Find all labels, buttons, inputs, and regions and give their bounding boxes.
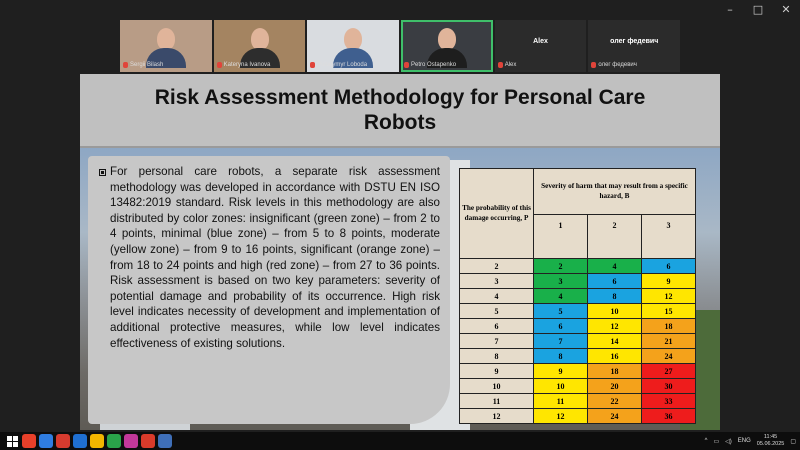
mic-muted-icon bbox=[217, 62, 222, 68]
risk-score-cell: 11 bbox=[534, 394, 588, 409]
table-row bbox=[460, 364, 696, 379]
taskbar-apps bbox=[22, 434, 172, 448]
table-row bbox=[460, 259, 696, 274]
participant-name: олег федевич bbox=[598, 62, 637, 68]
participant-tile[interactable] bbox=[588, 20, 680, 72]
network-icon[interactable]: ▭ bbox=[713, 438, 720, 445]
risk-score-cell: 22 bbox=[587, 394, 641, 409]
language-indicator[interactable]: ENG bbox=[737, 438, 751, 444]
participant-name: Sergii Bilash bbox=[130, 62, 164, 68]
participant-name-label bbox=[498, 60, 584, 70]
probability-cell: 8 bbox=[460, 349, 534, 364]
participant-name-label bbox=[404, 60, 490, 70]
risk-score-cell: 16 bbox=[587, 349, 641, 364]
risk-score-cell: 14 bbox=[587, 334, 641, 349]
taskbar-app-icon[interactable] bbox=[141, 434, 155, 448]
close-button[interactable]: ✕ bbox=[781, 2, 791, 16]
table-row bbox=[460, 394, 696, 409]
bullet-icon bbox=[99, 169, 106, 176]
participant-name: Petro Ostapenko bbox=[411, 62, 457, 68]
taskbar-app-icon[interactable] bbox=[107, 434, 121, 448]
probability-cell: 12 bbox=[460, 409, 534, 424]
taskbar-app-icon[interactable] bbox=[73, 434, 87, 448]
table-row bbox=[460, 334, 696, 349]
participant-name: Аlex bbox=[504, 62, 517, 68]
participant-strip bbox=[120, 20, 680, 72]
participant-display-name: Аlex bbox=[533, 38, 548, 45]
taskbar-app-icon[interactable] bbox=[56, 434, 70, 448]
minimize-button[interactable]: – bbox=[727, 2, 733, 16]
taskbar-app-icon[interactable] bbox=[124, 434, 138, 448]
risk-score-cell: 4 bbox=[587, 259, 641, 274]
shared-slide bbox=[80, 74, 720, 430]
probability-cell: 9 bbox=[460, 364, 534, 379]
table-row bbox=[460, 289, 696, 304]
taskbar-app-icon[interactable] bbox=[22, 434, 36, 448]
participant-tile[interactable] bbox=[495, 20, 587, 72]
risk-score-cell: 24 bbox=[641, 349, 695, 364]
risk-score-cell: 6 bbox=[534, 319, 588, 334]
risk-matrix-table bbox=[459, 168, 696, 424]
probability-cell: 2 bbox=[460, 259, 534, 274]
taskbar-app-icon[interactable] bbox=[158, 434, 172, 448]
risk-score-cell: 20 bbox=[587, 379, 641, 394]
risk-score-cell: 10 bbox=[534, 379, 588, 394]
table-row bbox=[460, 319, 696, 334]
table-row bbox=[460, 274, 696, 289]
risk-score-cell: 10 bbox=[587, 304, 641, 319]
participant-name-label bbox=[217, 60, 303, 70]
participant-tile[interactable] bbox=[214, 20, 306, 72]
slide-title-band bbox=[80, 74, 720, 148]
risk-score-cell: 12 bbox=[534, 409, 588, 424]
clock-date: 05.06.2025 bbox=[756, 441, 785, 447]
severity-header: Severity of harm that may result from a specific hazard, B bbox=[534, 169, 696, 215]
taskbar-app-icon[interactable] bbox=[39, 434, 53, 448]
participant-name: Volodymyr Loboda bbox=[317, 62, 368, 68]
clock-time: 11:45 bbox=[763, 434, 778, 440]
severity-level-header: 2 bbox=[587, 215, 641, 259]
risk-score-cell: 7 bbox=[534, 334, 588, 349]
system-tray bbox=[705, 432, 796, 450]
mic-muted-icon bbox=[498, 62, 503, 68]
mic-muted-icon bbox=[310, 62, 315, 68]
risk-score-cell: 24 bbox=[587, 409, 641, 424]
windows-start-icon[interactable] bbox=[4, 433, 20, 449]
probability-cell: 3 bbox=[460, 274, 534, 289]
risk-score-cell: 18 bbox=[641, 319, 695, 334]
probability-cell: 11 bbox=[460, 394, 534, 409]
chevron-up-icon[interactable]: ^ bbox=[704, 438, 708, 444]
volume-icon[interactable]: ◁) bbox=[725, 438, 732, 445]
risk-score-cell: 36 bbox=[641, 409, 695, 424]
risk-score-cell: 33 bbox=[641, 394, 695, 409]
probability-cell: 7 bbox=[460, 334, 534, 349]
risk-score-cell: 2 bbox=[534, 259, 588, 274]
risk-score-cell: 8 bbox=[587, 289, 641, 304]
risk-score-cell: 12 bbox=[641, 289, 695, 304]
notifications-icon[interactable]: ▢ bbox=[790, 438, 796, 445]
risk-score-cell: 5 bbox=[534, 304, 588, 319]
mic-muted-icon bbox=[123, 62, 128, 68]
participant-display-name: олег федевич bbox=[610, 38, 659, 45]
risk-score-cell: 21 bbox=[641, 334, 695, 349]
mic-muted-icon bbox=[591, 62, 596, 68]
risk-score-cell: 12 bbox=[587, 319, 641, 334]
taskbar-app-icon[interactable] bbox=[90, 434, 104, 448]
severity-level-header: 3 bbox=[641, 215, 695, 259]
participant-name-label bbox=[591, 60, 677, 70]
probability-cell: 6 bbox=[460, 319, 534, 334]
risk-score-cell: 6 bbox=[641, 259, 695, 274]
probability-cell: 10 bbox=[460, 379, 534, 394]
mic-muted-icon bbox=[404, 62, 409, 68]
taskbar bbox=[0, 432, 800, 450]
risk-score-cell: 27 bbox=[641, 364, 695, 379]
risk-score-cell: 9 bbox=[641, 274, 695, 289]
table-row bbox=[460, 409, 696, 424]
probability-header: The probability of this damage occurring, P bbox=[460, 169, 534, 259]
risk-score-cell: 18 bbox=[587, 364, 641, 379]
risk-score-cell: 4 bbox=[534, 289, 588, 304]
risk-score-cell: 3 bbox=[534, 274, 588, 289]
risk-score-cell: 30 bbox=[641, 379, 695, 394]
participant-tile[interactable] bbox=[120, 20, 212, 72]
probability-cell: 5 bbox=[460, 304, 534, 319]
risk-score-cell: 8 bbox=[534, 349, 588, 364]
slide-title: Risk Assessment Methodology for Personal Care Robots bbox=[154, 86, 646, 134]
participant-name-label bbox=[310, 60, 396, 70]
participant-name: Kateryna Ivanova bbox=[223, 62, 271, 68]
risk-score-cell: 6 bbox=[587, 274, 641, 289]
maximize-button[interactable]: □ bbox=[752, 2, 764, 16]
participant-name-label bbox=[123, 60, 209, 70]
risk-score-cell: 9 bbox=[534, 364, 588, 379]
table-row bbox=[460, 349, 696, 364]
window-controls bbox=[716, 0, 800, 18]
participant-tile[interactable] bbox=[401, 20, 493, 72]
severity-level-header: 1 bbox=[534, 215, 588, 259]
participant-tile[interactable] bbox=[307, 20, 399, 72]
table-row bbox=[460, 304, 696, 319]
slide-body-text: For personal care robots, a separate risk assessment methodology was developed in accordance with DSTU EN ISO 13482:2019 standard. Risk levels in this methodology are also distributed by color zones: insignificant (green zone) – from 2 to 4 points, minimal (blue zone) – from 5 to 8 points, moderate (yellow zone) – from 9 to 16 points, significant (orange zone) – from 18 to 24 points and high (red zone) – from 27 to 36 points. Risk assessment is based on two key parameters: severity of potential damage and probability of its occurrence. High risk level indicates necessity of development and implementation of additional protective measures, while low level indicates effectiveness of existing solutions. bbox=[110, 165, 440, 350]
slide-text-box bbox=[88, 156, 450, 424]
clock[interactable] bbox=[757, 434, 785, 448]
table-row bbox=[460, 379, 696, 394]
risk-score-cell: 15 bbox=[641, 304, 695, 319]
probability-cell: 4 bbox=[460, 289, 534, 304]
